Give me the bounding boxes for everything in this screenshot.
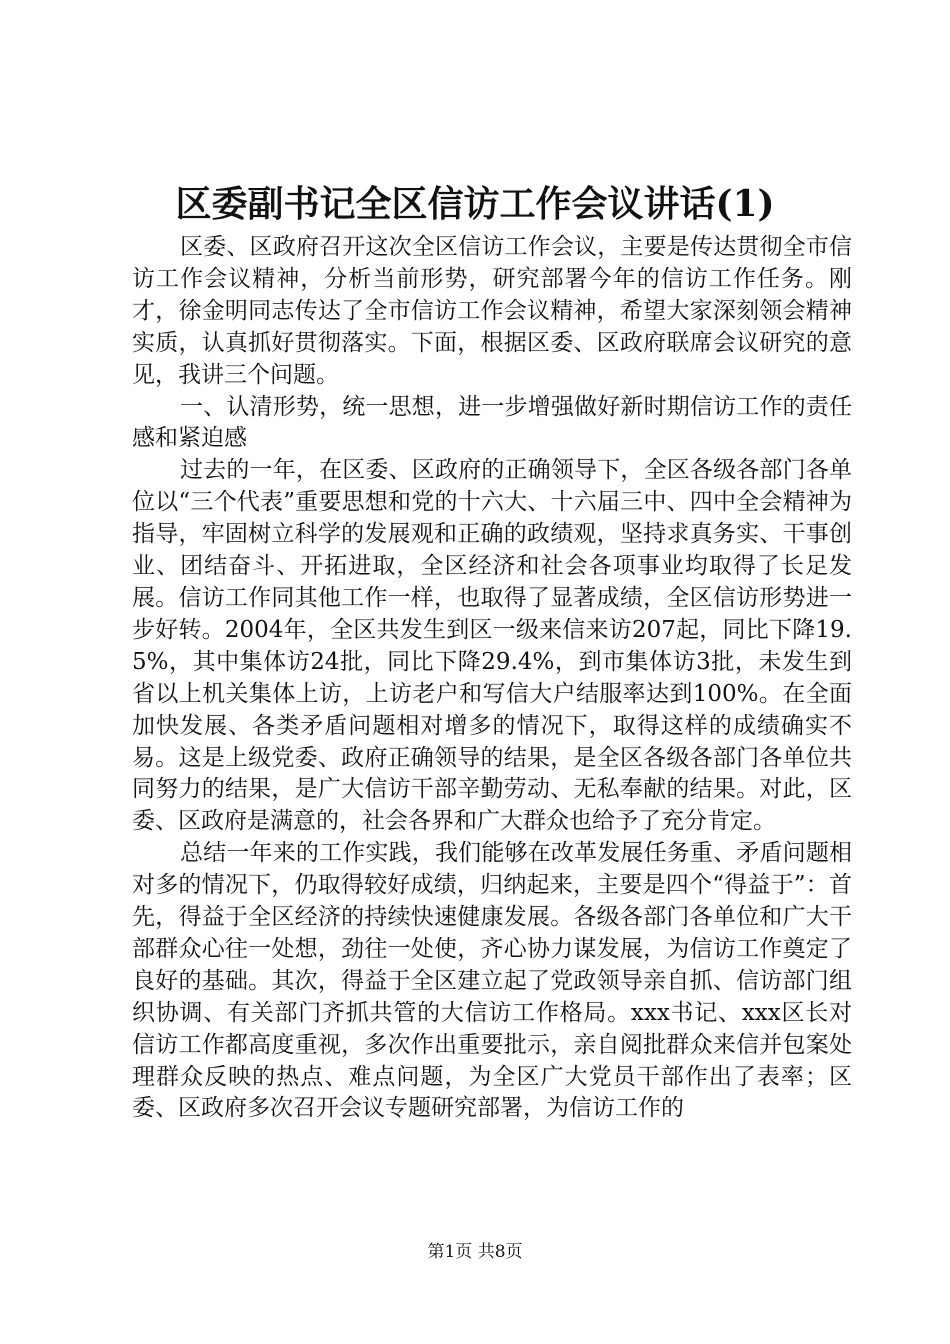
paragraph-summary: 总结一年来的工作实践，我们能够在改革发展任务重、矛盾问题相对多的情况下，仍取得较好成绩，归纳起来，主要是四个“得益于”：首先，得益于全区经济的持续快速健康发展。各级各部门各单位和广大干部群众心往一处想，劲往一处使，齐心协力谋发展，为信访工作奠定了良好的基础。其次，得益于全区建立起了党政领导亲自抓、信访部门组织协调、有关部门齐抓共管的大信访工作格局。xxx书记、xxx区长对信访工作都高度重视，多次作出重要批示，亲自阅批群众来信并包案处理群众反映的热点、难点问题，为全区广大党员干部作出了表率；区委、区政府多次召开会议专题研究部署，为信访工作的 <box>132 840 852 1122</box>
document-body <box>132 232 852 1125</box>
paragraph-intro: 区委、区政府召开这次全区信访工作会议，主要是传达贯彻全市信访工作会议精神，分析当前形势，研究部署今年的信访工作任务。刚才，徐金明同志传达了全市信访工作会议精神，希望大家深刻领会精神实质，认真抓好贯彻落实。下面，根据区委、区政府联席会议研究的意见，我讲三个问题。 <box>132 234 852 388</box>
page-number: 第1页 共8页 <box>427 1242 523 1262</box>
document-title: 区委副书记全区信访工作会议讲话(1) <box>175 183 775 225</box>
paragraph-review: 过去的一年，在区委、区政府的正确领导下，全区各级各部门各单位以“三个代表”重要思想和党的十六大、十六届三中、四中全会精神为指导，牢固树立科学的发展观和正确的政绩观，坚持求真务实、干事创业、团结奋斗、开拓进取，全区经济和社会各项事业均取得了长足发展。信访工作同其他工作一样，也取得了显著成绩，全区信访形势进一步好转。2004年，全区共发生到区一级来信来访207起，同比下降19.5%，其中集体访24批，同比下降29.4%，到市集体访3批，未发生到省以上机关集体上访，上访老户和写信大户结服率达到100%。在全面加快发展、各类矛盾问题相对增多的情况下，取得这样的成绩确实不易。这是上级党委、政府正确领导的结果，是全区各级各部门各单位共同努力的结果，是广大信访干部辛勤劳动、无私奉献的结果。对此，区委、区政府是满意的，社会各界和广大群众也给予了充分肯定。 <box>132 457 852 835</box>
section-heading-1: 一、认清形势，统一思想，进一步增强做好新时期信访工作的责任感和紧迫感 <box>132 393 852 452</box>
